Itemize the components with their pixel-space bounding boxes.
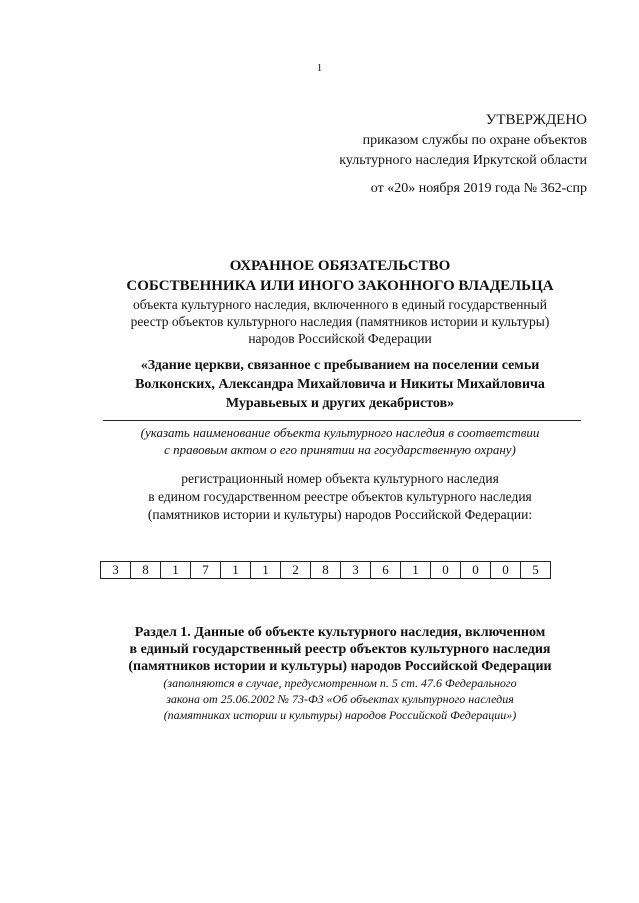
digit-cell: 5 [521, 562, 551, 579]
digit-cell: 3 [101, 562, 131, 579]
title-subline: народов Российской Федерации [248, 331, 432, 346]
object-name-hint [95, 424, 585, 458]
title-subline: объекта культурного наследия, включенного в единый государственный [133, 297, 547, 312]
digit-cell: 0 [461, 562, 491, 579]
digit-cell: 1 [161, 562, 191, 579]
digit-cell: 0 [431, 562, 461, 579]
digit-cell: 3 [341, 562, 371, 579]
approval-block [339, 110, 587, 199]
section-note-line: закона от 25.06.2002 № 73-ФЗ «Об объектах культурного наследия [166, 692, 514, 706]
approval-date-line: от «20» ноября 2019 года № 362-спр [370, 181, 587, 196]
approval-heading: УТВЕРЖДЕНО [485, 112, 587, 128]
object-name [100, 356, 580, 413]
digit-cell: 8 [311, 562, 341, 579]
digit-cell: 0 [491, 562, 521, 579]
digit-cell: 6 [371, 562, 401, 579]
registration-line: регистрационный номер объекта культурного наследия [181, 471, 499, 486]
digit-cell: 7 [191, 562, 221, 579]
section-note-line: (памятниках истории и культуры) народов Российской Федерации») [163, 708, 517, 722]
title-subline: реестр объектов культурного наследия (памятников истории и культуры) [130, 314, 550, 329]
approval-line: культурного наследия Иркутской области [339, 153, 587, 168]
hint-line: (указать наименование объекта культурного наследия в соответствии [140, 425, 540, 440]
registration-number-table [100, 561, 551, 579]
title-line: СОБСТВЕННИКА ИЛИ ИНОГО ЗАКОННОГО ВЛАДЕЛЬЦА [126, 278, 554, 294]
digit-cell: 1 [221, 562, 251, 579]
registration-caption [60, 470, 620, 524]
page-number: 1 [316, 62, 323, 74]
document-title [60, 256, 620, 347]
section-title-line: (памятников истории и культуры) народов Российской Федерации [128, 659, 552, 674]
hint-line: с правовым актом о его принятии на государственную охрану) [164, 442, 516, 457]
object-name-line: «Здание церкви, связанное с пребыванием на поселении семьи [140, 358, 540, 373]
registration-line: в едином государственном реестре объектов культурного наследия [148, 489, 532, 504]
title-line: ОХРАННОЕ ОБЯЗАТЕЛЬСТВО [229, 258, 451, 274]
section-title-line: Раздел 1. Данные об объекте культурного наследия, включенном [134, 625, 546, 640]
digit-cell: 8 [131, 562, 161, 579]
digit-cell: 1 [251, 562, 281, 579]
registration-number-row [101, 562, 551, 579]
registration-line: (памятников истории и культуры) народов Российской Федерации: [147, 507, 533, 522]
object-name-line: Волконских, Александра Михайловича и Никиты Михайловича [135, 377, 545, 392]
section-1 [60, 624, 620, 723]
underline-divider [103, 420, 581, 421]
digit-cell: 1 [401, 562, 431, 579]
approval-line: приказом службы по охране объектов [362, 133, 587, 148]
section-note-line: (заполняются в случае, предусмотренном п. 5 ст. 47.6 Федерального [163, 676, 517, 690]
digit-cell: 2 [281, 562, 311, 579]
object-name-line: Муравьевых и других декабристов» [225, 396, 455, 411]
section-title-line: в единый государственный реестр объектов культурного наследия [129, 642, 551, 657]
